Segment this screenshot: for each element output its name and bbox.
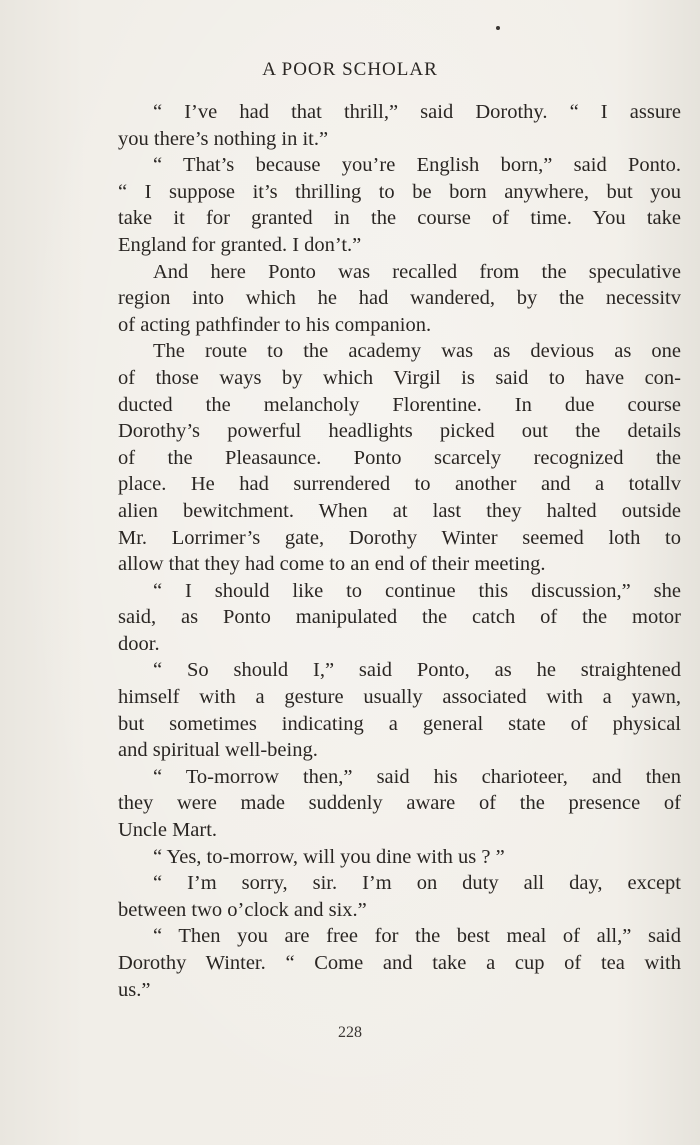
running-head: A POOR SCHOLAR <box>262 59 438 80</box>
text-line: England for granted. I don’t.” <box>118 233 362 256</box>
text-line: “ So should I,” said Ponto, as he straightened <box>153 659 681 682</box>
text-line: “ I suppose it’s thrilling to be born anywhere, but you <box>118 180 681 203</box>
text-line: of the Pleasaunce. Ponto scarcely recognized the <box>118 446 681 469</box>
body-text <box>118 99 681 1003</box>
text-line: Uncle Mart. <box>118 819 218 842</box>
text-line: of acting pathfinder to his companion. <box>118 313 432 336</box>
text-line: region into which he had wandered, by the necessitv <box>118 287 681 310</box>
text-line: take it for granted in the course of time. You take <box>118 207 681 230</box>
page-number: 228 <box>338 1024 362 1041</box>
text-line: “ Then you are free for the best meal of all,” said <box>153 925 681 948</box>
text-line: Dorothy Winter. “ Come and take a cup of tea with <box>118 952 681 974</box>
text-line: “ That’s because you’re English born,” said Ponto. <box>153 154 681 177</box>
text-line: Dorothy’s powerful headlights picked out the details <box>118 420 681 443</box>
text-line: between two o’clock and six.” <box>118 898 367 921</box>
text-line: “ I’m sorry, sir. I’m on duty all day, except <box>153 872 681 895</box>
text-line: “ Yes, to-morrow, will you dine with us ? ” <box>153 845 505 868</box>
text-line: Mr. Lorrimer’s gate, Dorothy Winter seemed loth to <box>118 526 681 549</box>
text-line: door. <box>118 632 160 655</box>
text-line: himself with a gesture usually associated with a yawn, <box>118 686 681 709</box>
text-line: ducted the melancholy Florentine. In due course <box>118 393 681 416</box>
text-line: said, as Ponto manipulated the catch of the motor <box>118 606 681 629</box>
text-line: “ To-morrow then,” said his charioteer, and then <box>153 765 681 788</box>
text-line: And here Ponto was recalled from the speculative <box>153 260 681 283</box>
text-line: you there’s nothing in it.” <box>118 127 329 150</box>
text-line: they were made suddenly aware of the presence of <box>118 792 681 815</box>
text-line: of those ways by which Virgil is said to have con- <box>118 366 681 389</box>
text-line: us.” <box>118 978 151 1001</box>
text-line: but sometimes indicating a general state of physical <box>118 712 681 735</box>
text-line: allow that they had come to an end of their meeting. <box>118 553 546 576</box>
text-line: alien bewitchment. When at last they halted outside <box>118 499 681 522</box>
text-line: “ I’ve had that thrill,” said Dorothy. “ I assure <box>153 101 681 123</box>
text-line: and spiritual well-being. <box>118 739 318 762</box>
text-line: “ I should like to continue this discussion,” she <box>153 579 681 602</box>
text-line: The route to the academy was as devious as one <box>153 340 681 363</box>
ink-speck <box>496 26 500 30</box>
text-line: place. He had surrendered to another and a totallv <box>118 473 681 496</box>
